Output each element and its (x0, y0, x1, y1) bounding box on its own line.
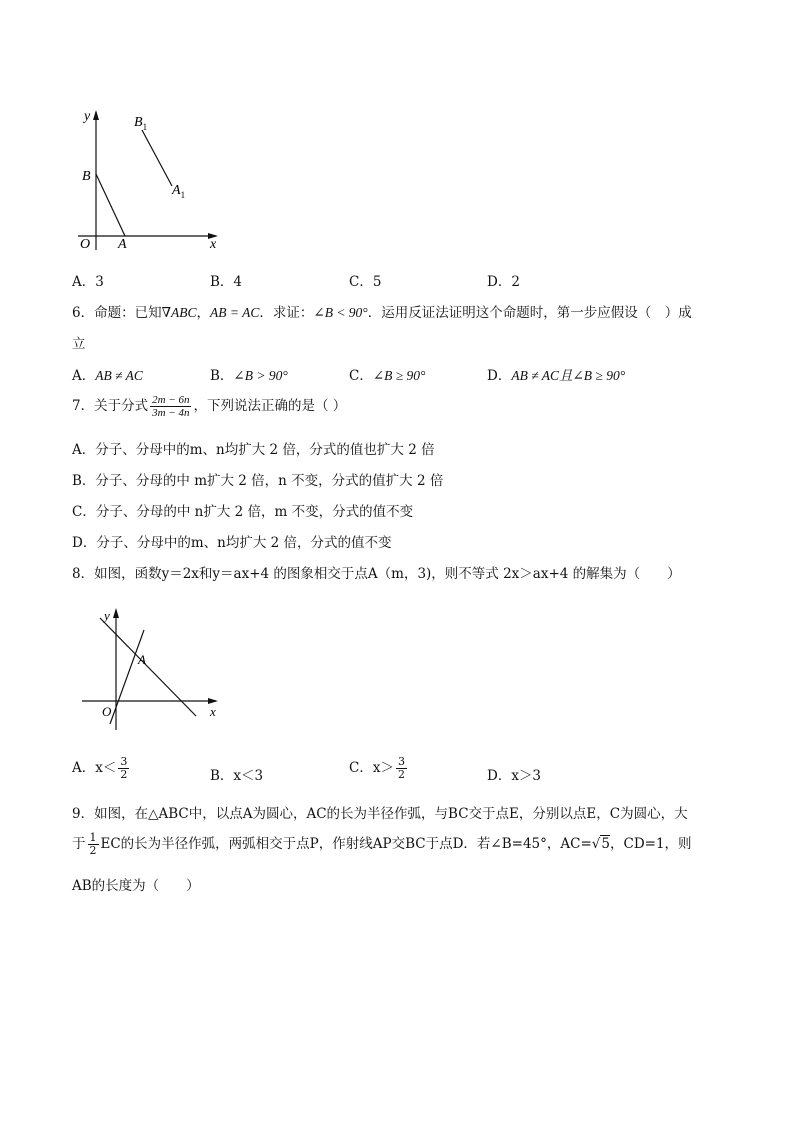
fig5-label-a1: $A_1$ (172, 183, 186, 200)
q8-stem: 8．如图，函数y＝2x和y＝ax+4 的图象相交于点A（m，3)，则不等式 2x＞ax+4 的解集为（ ） (72, 566, 681, 582)
q9-line3: AB的长度为（ ） (72, 878, 200, 894)
q5-figure (70, 100, 230, 252)
fig5-segment-ab (96, 174, 125, 236)
fig5-label-b: B (82, 169, 91, 184)
fig5-label-x: x (210, 237, 217, 252)
q9-line2: 于 $\frac{1}{2}$ EC的长为半径作弧，两弧相交于点P，作射线AP交BC于点D．若∠B=45°，AC=√5，CD=1，则 (72, 831, 692, 857)
q9-half: $\frac{1}{2}$ (89, 831, 97, 857)
q8-figure (78, 604, 228, 732)
q7-stem: 7．关于分式 $\frac{2m - 6n}{3m - 4n}$ ，下列说法正确的是（ ） (72, 394, 347, 419)
fig5-label-a: A (118, 237, 127, 252)
q7-option-d[interactable]: D．分子、分母中的m、n均扩大 2 倍，分式的值不变 (72, 535, 392, 551)
q6-option-c[interactable]: C．∠B ≥ 90° (349, 368, 426, 384)
q6-option-d[interactable]: D．AB ≠ AC且∠B ≥ 90° (487, 368, 626, 384)
q6-stem-cont: 立 (72, 336, 86, 352)
q5-option-c[interactable]: C．5 (349, 274, 382, 290)
fig5-label-y: y (84, 109, 91, 124)
q5-option-d[interactable]: D．2 (487, 274, 520, 290)
fig8-label-a: A (138, 652, 146, 667)
q7-option-a[interactable]: A．分子、分母中的m、n均扩大 2 倍，分式的值也扩大 2 倍 (72, 442, 435, 458)
q7-option-c[interactable]: C．分子、分母的中 n扩大 2 倍，m 不变，分式的值不变 (72, 504, 414, 520)
q7-fraction: $\frac{2m - 6n}{3m - 4n}$ (152, 394, 190, 419)
fig5-segment-a1b1 (142, 130, 172, 186)
q7-option-b[interactable]: B．分子、分母的中 m扩大 2 倍，n 不变，分式的值扩大 2 倍 (72, 473, 444, 489)
q6-stem: 6．命题：已知∇ABC，AB = AC．求证：∠B < 90°．运用反证法证明这个命题时，第一步应假设（ ）成 (72, 305, 692, 321)
q8-option-d[interactable]: D．x＞3 (487, 768, 542, 784)
fig8-y-arrow (113, 608, 119, 618)
q6-option-b[interactable]: B．∠B > 90° (210, 368, 288, 384)
q9-sqrt: √5 (591, 836, 610, 852)
q5-option-a[interactable]: A．3 (72, 274, 104, 290)
fig8-label-x: x (210, 704, 216, 719)
fig5-label-o: O (80, 237, 91, 252)
q8-option-b[interactable]: B．x＜3 (210, 768, 264, 784)
fig5-y-arrow (93, 110, 99, 120)
q8-option-c[interactable]: C．x＞ $\frac{3}{2}$ (349, 755, 405, 781)
fig8-label-y: y (104, 608, 110, 623)
fig8-line-y2x (110, 630, 144, 724)
q8-option-a[interactable]: A．x＜ $\frac{3}{2}$ (72, 755, 128, 781)
q5-option-b[interactable]: B．4 (210, 274, 243, 290)
q6-option-a[interactable]: A．AB ≠ AC (72, 368, 143, 384)
fig8-label-o: O (102, 704, 112, 719)
fig5-label-b1: $B_1$ (134, 115, 148, 132)
q9-line1: 9．如图，在△ABC中，以点A为圆心，AC的长为半径作弧，与BC交于点E，分别以点E，C为圆心，大 (72, 806, 688, 822)
